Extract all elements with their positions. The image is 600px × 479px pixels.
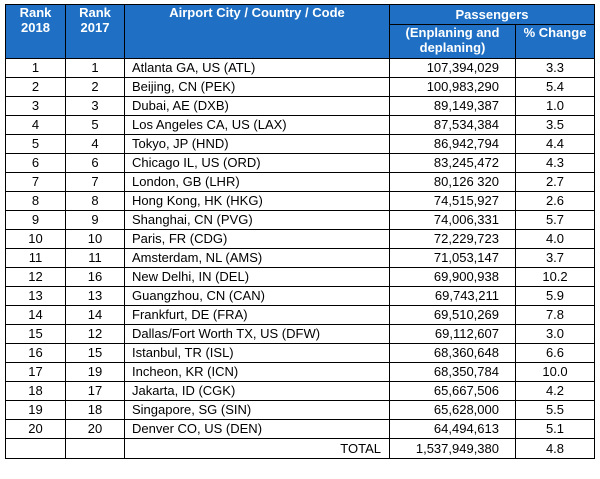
table-row bbox=[6, 173, 595, 192]
airport-cell: Beijing, CN (PEK) bbox=[125, 78, 390, 97]
table-row bbox=[6, 401, 595, 420]
table-row bbox=[6, 363, 595, 382]
passengers-cell: 80,126 320 bbox=[390, 173, 516, 192]
pct-change-cell: 4.4 bbox=[516, 135, 595, 154]
table-row bbox=[6, 135, 595, 154]
rank-2018-cell: 9 bbox=[6, 211, 66, 230]
rank-2018-cell: 1 bbox=[6, 59, 66, 78]
pct-change-cell: 5.4 bbox=[516, 78, 595, 97]
pct-change-cell: 4.3 bbox=[516, 154, 595, 173]
table-header bbox=[6, 5, 595, 59]
passengers-cell: 83,245,472 bbox=[390, 154, 516, 173]
table-row bbox=[6, 344, 595, 363]
rank-2018-cell: 15 bbox=[6, 325, 66, 344]
pct-change-cell: 5.9 bbox=[516, 287, 595, 306]
airport-cell: Denver CO, US (DEN) bbox=[125, 420, 390, 439]
airport-cell: Los Angeles CA, US (LAX) bbox=[125, 116, 390, 135]
airport-cell: Tokyo, JP (HND) bbox=[125, 135, 390, 154]
rank-2017-cell: 9 bbox=[66, 211, 125, 230]
airport-cell: Amsterdam, NL (AMS) bbox=[125, 249, 390, 268]
airport-cell: Paris, FR (CDG) bbox=[125, 230, 390, 249]
airport-cell: Jakarta, ID (CGK) bbox=[125, 382, 390, 401]
pct-change-cell: 3.0 bbox=[516, 325, 595, 344]
table-row bbox=[6, 97, 595, 116]
rank-2018-cell: 12 bbox=[6, 268, 66, 287]
airport-ranking-table-container bbox=[5, 4, 595, 459]
header-rank-2018: Rank 2018 bbox=[6, 5, 66, 59]
rank-2017-cell: 12 bbox=[66, 325, 125, 344]
passengers-cell: 69,900,938 bbox=[390, 268, 516, 287]
table-body bbox=[6, 59, 595, 459]
airport-cell: Dubai, AE (DXB) bbox=[125, 97, 390, 116]
table-row bbox=[6, 420, 595, 439]
table-row bbox=[6, 192, 595, 211]
passengers-cell: 65,628,000 bbox=[390, 401, 516, 420]
rank-2018-cell: 6 bbox=[6, 154, 66, 173]
rank-2017-cell: 20 bbox=[66, 420, 125, 439]
rank-2017-cell: 6 bbox=[66, 154, 125, 173]
pct-change-cell: 10.2 bbox=[516, 268, 595, 287]
table-row bbox=[6, 116, 595, 135]
rank-2018-cell: 4 bbox=[6, 116, 66, 135]
rank-2017-cell: 10 bbox=[66, 230, 125, 249]
passengers-cell: 69,510,269 bbox=[390, 306, 516, 325]
rank-2018-cell: 11 bbox=[6, 249, 66, 268]
rank-2017-cell: 2 bbox=[66, 78, 125, 97]
passengers-cell: 87,534,384 bbox=[390, 116, 516, 135]
passengers-cell: 65,667,506 bbox=[390, 382, 516, 401]
rank-2017-cell: 19 bbox=[66, 363, 125, 382]
table-row bbox=[6, 59, 595, 78]
rank-2018-cell: 2 bbox=[6, 78, 66, 97]
rank-2017-cell: 14 bbox=[66, 306, 125, 325]
rank-2017-cell: 17 bbox=[66, 382, 125, 401]
rank-2018-cell: 10 bbox=[6, 230, 66, 249]
passengers-cell: 86,942,794 bbox=[390, 135, 516, 154]
passengers-cell: 72,229,723 bbox=[390, 230, 516, 249]
table-row bbox=[6, 382, 595, 401]
airport-cell: Istanbul, TR (ISL) bbox=[125, 344, 390, 363]
pct-change-cell: 7.8 bbox=[516, 306, 595, 325]
total-row bbox=[6, 439, 595, 459]
rank-2018-cell: 20 bbox=[6, 420, 66, 439]
rank-2018-cell: 8 bbox=[6, 192, 66, 211]
rank-2017-cell: 15 bbox=[66, 344, 125, 363]
table-row bbox=[6, 78, 595, 97]
passengers-cell: 71,053,147 bbox=[390, 249, 516, 268]
pct-change-cell: 3.3 bbox=[516, 59, 595, 78]
table-row bbox=[6, 268, 595, 287]
total-blank-cell bbox=[6, 439, 66, 459]
header-rank-2017: Rank 2017 bbox=[66, 5, 125, 59]
rank-2018-cell: 16 bbox=[6, 344, 66, 363]
rank-2017-cell: 1 bbox=[66, 59, 125, 78]
airport-cell: Hong Kong, HK (HKG) bbox=[125, 192, 390, 211]
rank-2018-cell: 7 bbox=[6, 173, 66, 192]
rank-2017-cell: 11 bbox=[66, 249, 125, 268]
rank-2017-cell: 18 bbox=[66, 401, 125, 420]
total-blank-cell bbox=[66, 439, 125, 459]
pct-change-cell: 4.2 bbox=[516, 382, 595, 401]
airport-cell: Atlanta GA, US (ATL) bbox=[125, 59, 390, 78]
airport-cell: Frankfurt, DE (FRA) bbox=[125, 306, 390, 325]
table-row bbox=[6, 249, 595, 268]
table-row bbox=[6, 154, 595, 173]
total-label: TOTAL bbox=[125, 439, 390, 459]
pct-change-cell: 3.5 bbox=[516, 116, 595, 135]
total-pct-change: 4.8 bbox=[516, 439, 595, 459]
rank-2017-cell: 8 bbox=[66, 192, 125, 211]
airport-cell: New Delhi, IN (DEL) bbox=[125, 268, 390, 287]
passengers-cell: 68,350,784 bbox=[390, 363, 516, 382]
airport-cell: Shanghai, CN (PVG) bbox=[125, 211, 390, 230]
pct-change-cell: 1.0 bbox=[516, 97, 595, 116]
passengers-cell: 69,112,607 bbox=[390, 325, 516, 344]
table-row bbox=[6, 306, 595, 325]
pct-change-cell: 3.7 bbox=[516, 249, 595, 268]
pct-change-cell: 5.7 bbox=[516, 211, 595, 230]
table-row bbox=[6, 211, 595, 230]
header-enplaning-deplaning: (Enplaning and deplaning) bbox=[390, 25, 516, 59]
rank-2018-cell: 5 bbox=[6, 135, 66, 154]
rank-2018-cell: 3 bbox=[6, 97, 66, 116]
airport-cell: London, GB (LHR) bbox=[125, 173, 390, 192]
header-passengers: Passengers bbox=[390, 5, 595, 25]
passengers-cell: 69,743,211 bbox=[390, 287, 516, 306]
airport-cell: Guangzhou, CN (CAN) bbox=[125, 287, 390, 306]
passengers-cell: 100,983,290 bbox=[390, 78, 516, 97]
pct-change-cell: 2.7 bbox=[516, 173, 595, 192]
rank-2017-cell: 5 bbox=[66, 116, 125, 135]
pct-change-cell: 5.1 bbox=[516, 420, 595, 439]
rank-2017-cell: 13 bbox=[66, 287, 125, 306]
rank-2018-cell: 13 bbox=[6, 287, 66, 306]
pct-change-cell: 2.6 bbox=[516, 192, 595, 211]
table-row bbox=[6, 230, 595, 249]
rank-2017-cell: 3 bbox=[66, 97, 125, 116]
passengers-cell: 107,394,029 bbox=[390, 59, 516, 78]
header-pct-change: % Change bbox=[516, 25, 595, 59]
table-row bbox=[6, 325, 595, 344]
rank-2017-cell: 4 bbox=[66, 135, 125, 154]
pct-change-cell: 10.0 bbox=[516, 363, 595, 382]
header-airport: Airport City / Country / Code bbox=[125, 5, 390, 59]
rank-2017-cell: 7 bbox=[66, 173, 125, 192]
rank-2018-cell: 19 bbox=[6, 401, 66, 420]
airport-cell: Dallas/Fort Worth TX, US (DFW) bbox=[125, 325, 390, 344]
rank-2018-cell: 18 bbox=[6, 382, 66, 401]
airport-cell: Singapore, SG (SIN) bbox=[125, 401, 390, 420]
pct-change-cell: 5.5 bbox=[516, 401, 595, 420]
rank-2018-cell: 14 bbox=[6, 306, 66, 325]
passengers-cell: 74,006,331 bbox=[390, 211, 516, 230]
airport-cell: Incheon, KR (ICN) bbox=[125, 363, 390, 382]
airport-ranking-table bbox=[5, 4, 595, 459]
table-row bbox=[6, 287, 595, 306]
passengers-cell: 64,494,613 bbox=[390, 420, 516, 439]
passengers-cell: 89,149,387 bbox=[390, 97, 516, 116]
passengers-cell: 74,515,927 bbox=[390, 192, 516, 211]
rank-2017-cell: 16 bbox=[66, 268, 125, 287]
total-passengers: 1,537,949,380 bbox=[390, 439, 516, 459]
passengers-cell: 68,360,648 bbox=[390, 344, 516, 363]
airport-cell: Chicago IL, US (ORD) bbox=[125, 154, 390, 173]
pct-change-cell: 6.6 bbox=[516, 344, 595, 363]
rank-2018-cell: 17 bbox=[6, 363, 66, 382]
pct-change-cell: 4.0 bbox=[516, 230, 595, 249]
